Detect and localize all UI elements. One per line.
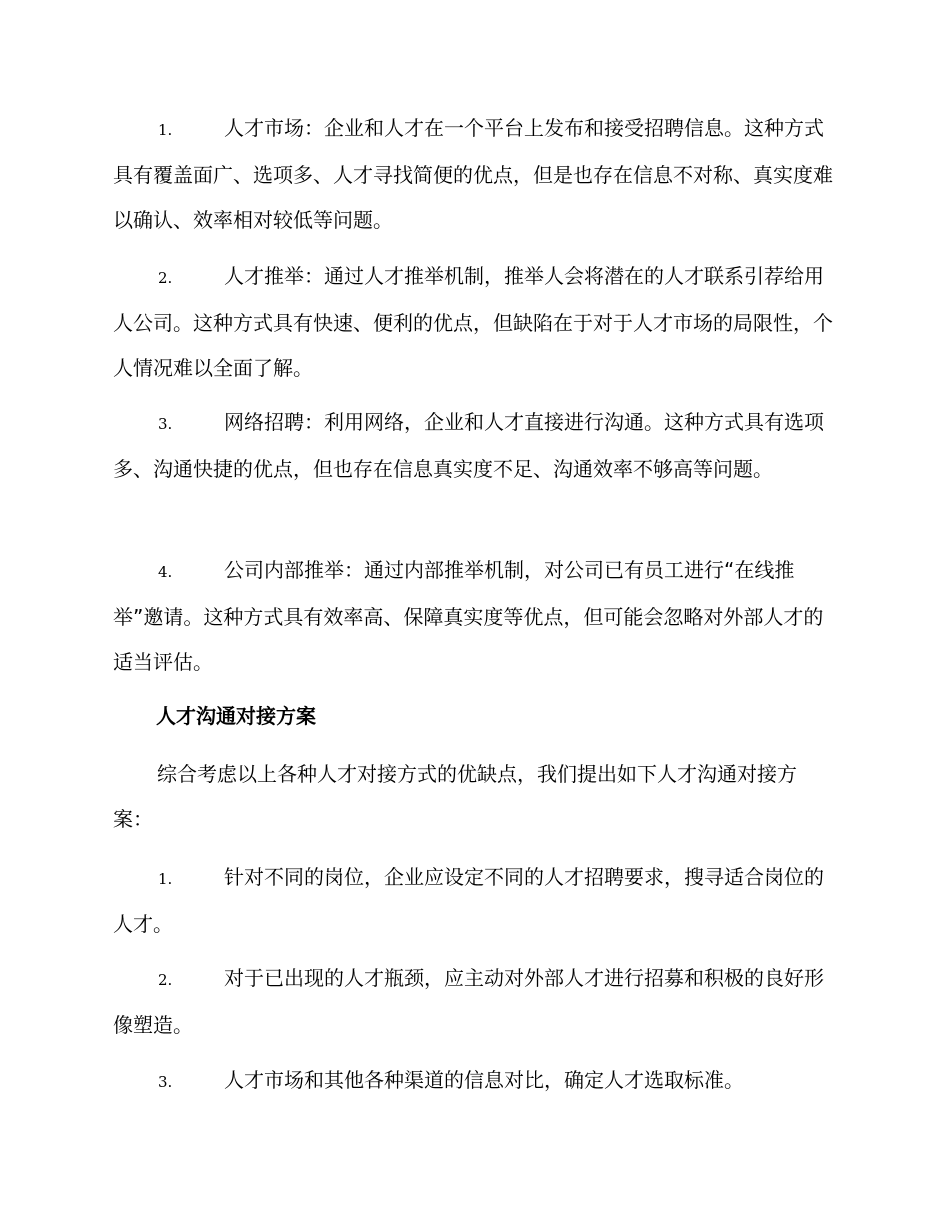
list-text: 人才市场和其他各种渠道的信息对比，确定人才选取标准。	[224, 1068, 744, 1092]
list-text: 对于已出现的人才瓶颈，应主动对外部人才进行招募和积极的良好形像塑造。	[113, 966, 824, 1038]
list-number: 3.	[158, 1073, 173, 1091]
intro-paragraph: 综合考虑以上各种人才对接方式的优缺点，我们提出如下人才沟通对接方案：	[113, 762, 797, 832]
list-text: 人才市场：企业和人才在一个平台上发布和接受招聘信息。这种方式具有覆盖面广、选项多、人才寻找简便的优点，但是也存在信息不对称、真实度难以确认、效率相对较低等问题。	[113, 116, 833, 233]
list-number: 2.	[158, 269, 173, 287]
list-text: 公司内部推举：通过内部推举机制，对公司已有员工进行“在线推举”邀请。这种方式具有效率高、保障真实度等优点，但可能会忽略对外部人才的适当评估。	[113, 558, 824, 675]
list-item	[113, 1058, 835, 1105]
list-text: 网络招聘：利用网络，企业和人才直接进行沟通。这种方式具有选项多、沟通快捷的优点，但也存在信息真实度不足、沟通效率不够高等问题。	[113, 410, 824, 482]
list-item	[113, 400, 835, 492]
list-number: 1.	[158, 870, 173, 888]
list-text: 人才推举：通过人才推举机制，推举人会将潜在的人才联系引荐给用人公司。这种方式具有快速、便利的优点，但缺陷在于对于人才市场的局限性，个人情况难以全面了解。	[113, 264, 833, 381]
list-number: 2.	[158, 971, 173, 989]
list-number: 3.	[158, 415, 173, 433]
list-number: 1.	[158, 121, 173, 139]
list-item	[113, 106, 835, 244]
section-heading: 人才沟通对接方案	[156, 704, 316, 728]
list-item	[113, 254, 835, 392]
list-item	[113, 956, 835, 1048]
list-text: 针对不同的岗位，企业应设定不同的人才招聘要求，搜寻适合岗位的人才。	[113, 865, 824, 937]
list-item	[113, 855, 835, 947]
list-item	[113, 548, 835, 686]
list-number: 4.	[158, 563, 173, 581]
